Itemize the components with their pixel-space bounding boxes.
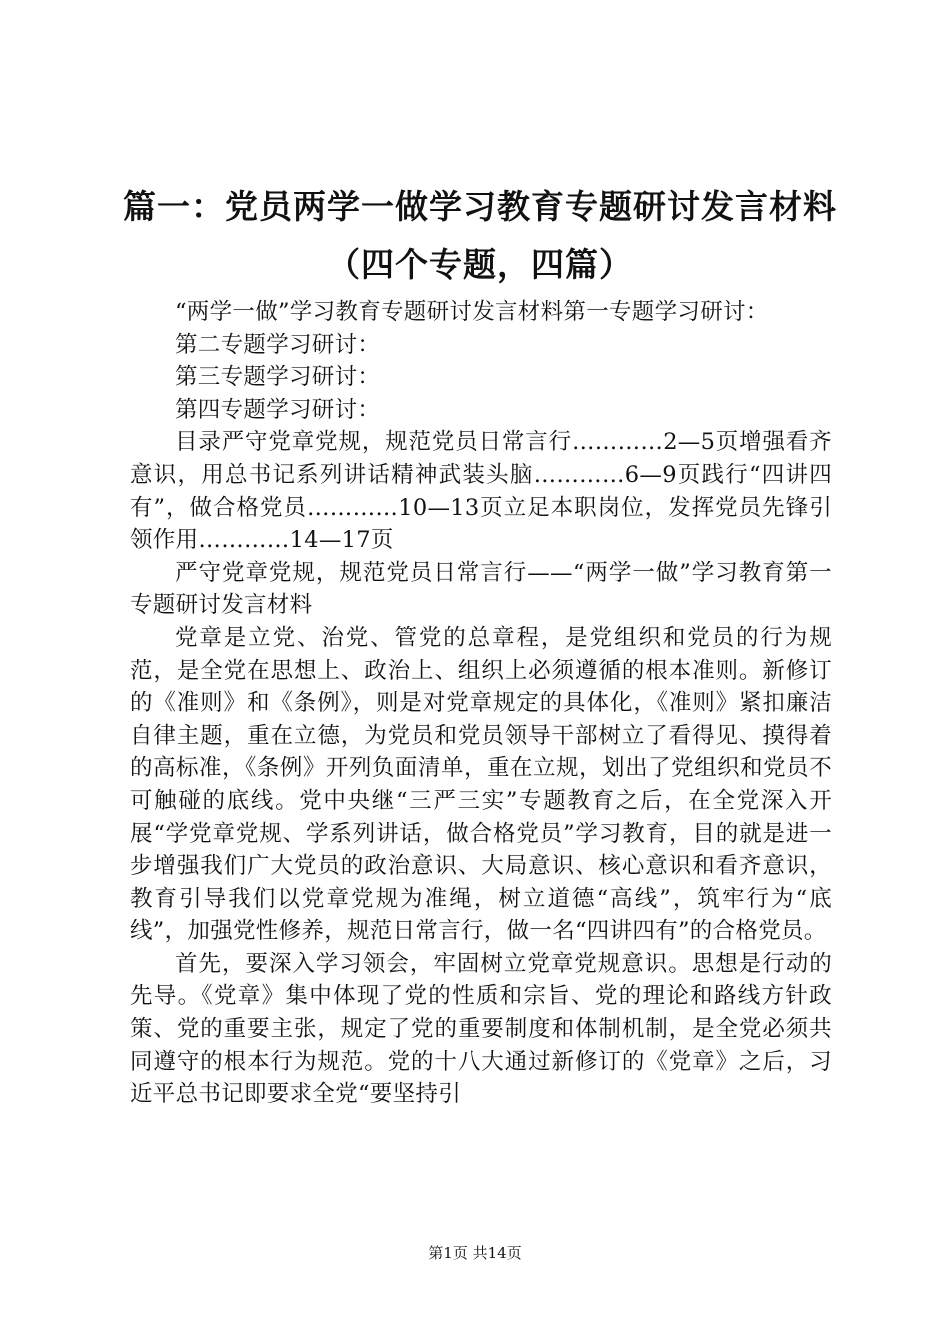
paragraph: 首先，要深入学习领会，牢固树立党章党规意识。思想是行动的先导。《党章》集中体现了党的性质和宗旨、党的理论和路线方针政策、党的重要主张，规定了党的重要制度和体制机制，是全党必须共同遵守的根本行为规范。党的十八大通过新修订的《党章》之后，习近平总书记即要求全党“要坚持引 xyxy=(130,950,832,1108)
table-of-contents: 目录严守党章党规，规范党员日常言行…………2—5页增强看齐意识，用总书记系列讲话精神武装头脑…………6—9页践行“四讲四有”，做合格党员…………10—13页立足本职岗位，发挥党员先锋引领作用…………14—17页 xyxy=(130,429,832,554)
document-body xyxy=(130,296,832,1111)
paragraph: 党章是立党、治党、管党的总章程，是党组织和党员的行为规范，是全党在思想上、政治上、组织上必须遵循的根本准则。新修订的《准则》和《条例》，则是对党章规定的具体化，《准则》紧扣廉洁自律主题，重在立德，为党员和党员领导干部树立了看得见、摸得着的高标准，《条例》开列负面清单，重在立规，划出了党组织和党员不可触碰的底线。党中央继“三严三实”专题教育之后，在全党深入开展“学党章党规、学系列讲话，做合格党员”学习教育，目的就是进一步增强我们广大党员的政治意识、大局意识、核心意识和看齐意识，教育引导我们以党章党规为准绳，树立道德“高线”，筑牢行为“底线”，加强党性修养，规范日常言行，做一名“四讲四有”的合格党员。 xyxy=(130,624,832,945)
section-heading: 严守党章党规，规范党员日常言行——“两学一做”学习教育第一专题研讨发言材料 xyxy=(130,559,832,619)
page-footer: 第1页 共14页 xyxy=(428,1244,522,1262)
paragraph: 第四专题学习研讨： xyxy=(175,396,381,423)
paragraph: “两学一做”学习教育专题研讨发言材料第一专题学习研讨： xyxy=(175,299,769,325)
document-title: 篇一：党员两学一做学习教育专题研讨发言材料（四个专题，四篇） xyxy=(123,187,837,284)
paragraph: 第二专题学习研讨： xyxy=(175,331,381,358)
paragraph: 第三专题学习研讨： xyxy=(175,364,381,391)
